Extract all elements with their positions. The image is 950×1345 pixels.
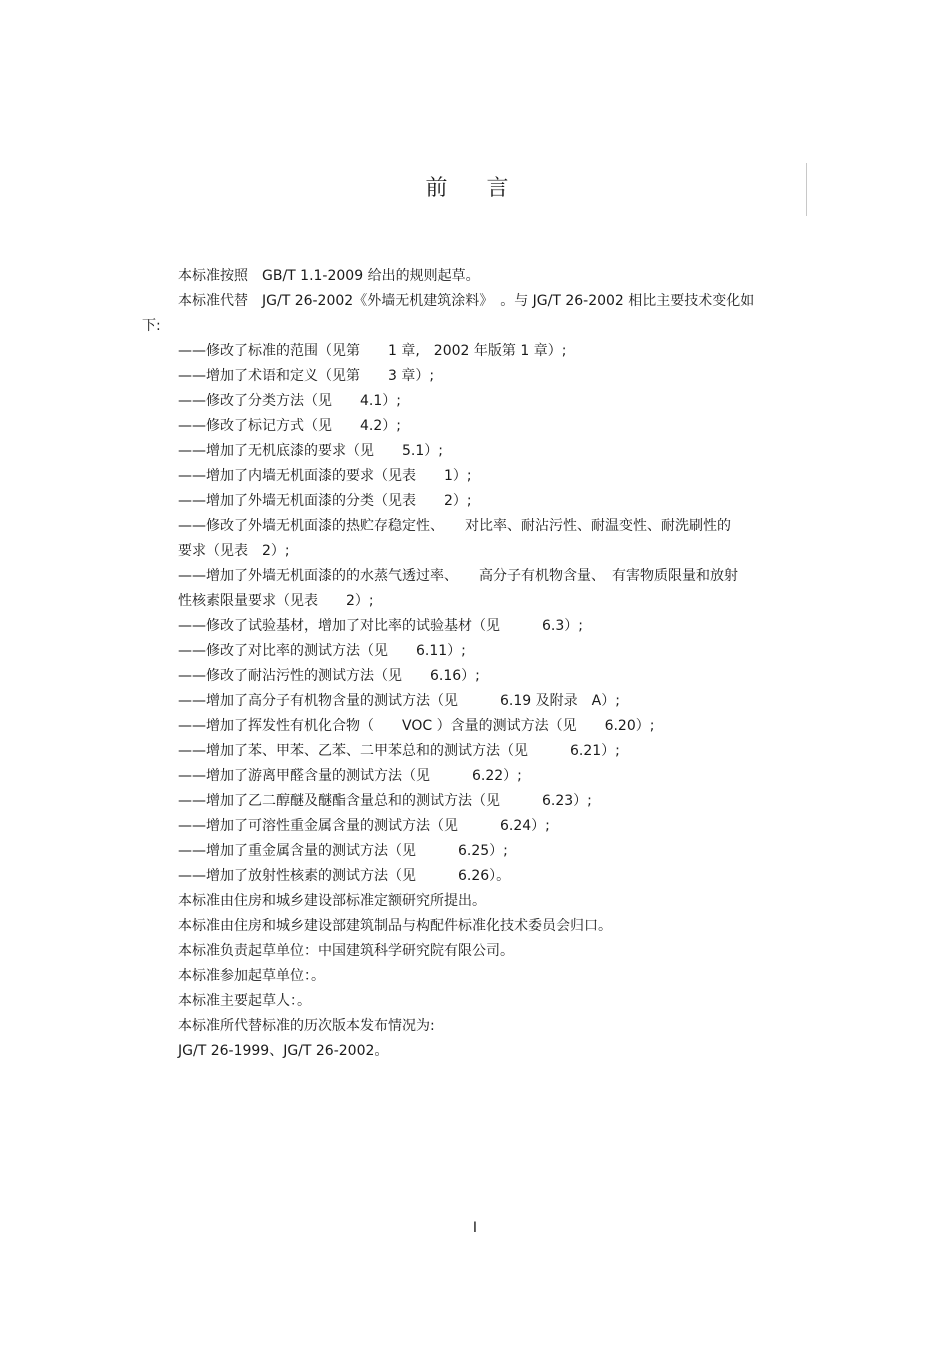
paragraph-administered-by: 本标准由住房和城乡建设部建筑制品与构配件标准化技术委员会归口。	[178, 918, 612, 934]
change-item: ——增加了无机底漆的要求（见 5.1）;	[178, 443, 443, 459]
change-item: ——增加了术语和定义（见第 3 章）;	[178, 368, 435, 384]
change-item: ——增加了放射性核素的测试方法（见 6.26）。	[178, 868, 511, 884]
change-item: ——增加了游离甲醛含量的测试方法（见 6.22）;	[178, 768, 522, 784]
change-item: ——增加了外墙无机面漆的的水蒸气透过率、 高分子有机物含量、 有害物质限量和放射	[178, 568, 738, 584]
change-item: ——修改了外墙无机面漆的热贮存稳定性、 对比率、耐沾污性、耐温变性、耐洗刷性的	[178, 518, 731, 534]
change-item: ——增加了内墙无机面漆的要求（见表 1）;	[178, 468, 472, 484]
change-item-continued: 性核素限量要求（见表 2）;	[178, 593, 374, 609]
paragraph-version-history: 本标准所代替标准的历次版本发布情况为:	[178, 1018, 435, 1034]
paragraph-lead-drafter-unit: 本标准负责起草单位：中国建筑科学研究院有限公司。	[178, 943, 514, 959]
change-item-continued: 要求（见表 2）;	[178, 543, 290, 559]
change-item: ——修改了分类方法（见 4.1）;	[178, 393, 401, 409]
paragraph-previous-versions: JG/T 26-1999、JG/T 26-2002。	[178, 1043, 389, 1059]
page-title: 前 言	[425, 176, 525, 201]
change-item: ——增加了重金属含量的测试方法（见 6.25）;	[178, 843, 508, 859]
change-item: ——修改了耐沾污性的测试方法（见 6.16）;	[178, 668, 480, 684]
change-item: ——修改了对比率的测试方法（见 6.11）;	[178, 643, 466, 659]
change-item: ——增加了挥发性有机化合物（ VOC ）含量的测试方法（见 6.20）;	[178, 718, 655, 734]
change-item: ——修改了标记方式（见 4.2）;	[178, 418, 401, 434]
paragraph-drafting-rules: 本标准按照 GB/T 1.1-2009 给出的规则起草。	[178, 268, 480, 284]
paragraph-replacement-continued: 下:	[142, 318, 161, 334]
change-item: ——修改了标准的范围（见第 1 章, 2002 年版第 1 章）;	[178, 343, 567, 359]
page-number: I	[472, 1220, 478, 1236]
foreword-body	[142, 264, 802, 1064]
change-item: ——增加了高分子有机物含量的测试方法（见 6.19 及附录 A）;	[178, 693, 620, 709]
change-item: ——增加了外墙无机面漆的分类（见表 2）;	[178, 493, 472, 509]
change-item: ——修改了试验基材，增加了对比率的试验基材（见 6.3）;	[178, 618, 583, 634]
paragraph-replacement: 本标准代替 JG/T 26-2002《外墙无机建筑涂料》 。与 JG/T 26-2002 相比主要技术变化如	[178, 293, 755, 309]
paragraph-participating-units: 本标准参加起草单位：。	[178, 968, 325, 984]
change-item: ——增加了苯、甲苯、乙苯、二甲苯总和的测试方法（见 6.21）;	[178, 743, 620, 759]
paragraph-main-drafters: 本标准主要起草人：。	[178, 993, 311, 1009]
change-item: ——增加了乙二醇醚及醚酯含量总和的测试方法（见 6.23）;	[178, 793, 592, 809]
change-item: ——增加了可溶性重金属含量的测试方法（见 6.24）;	[178, 818, 550, 834]
paragraph-proposed-by: 本标准由住房和城乡建设部标准定额研究所提出。	[178, 893, 486, 909]
